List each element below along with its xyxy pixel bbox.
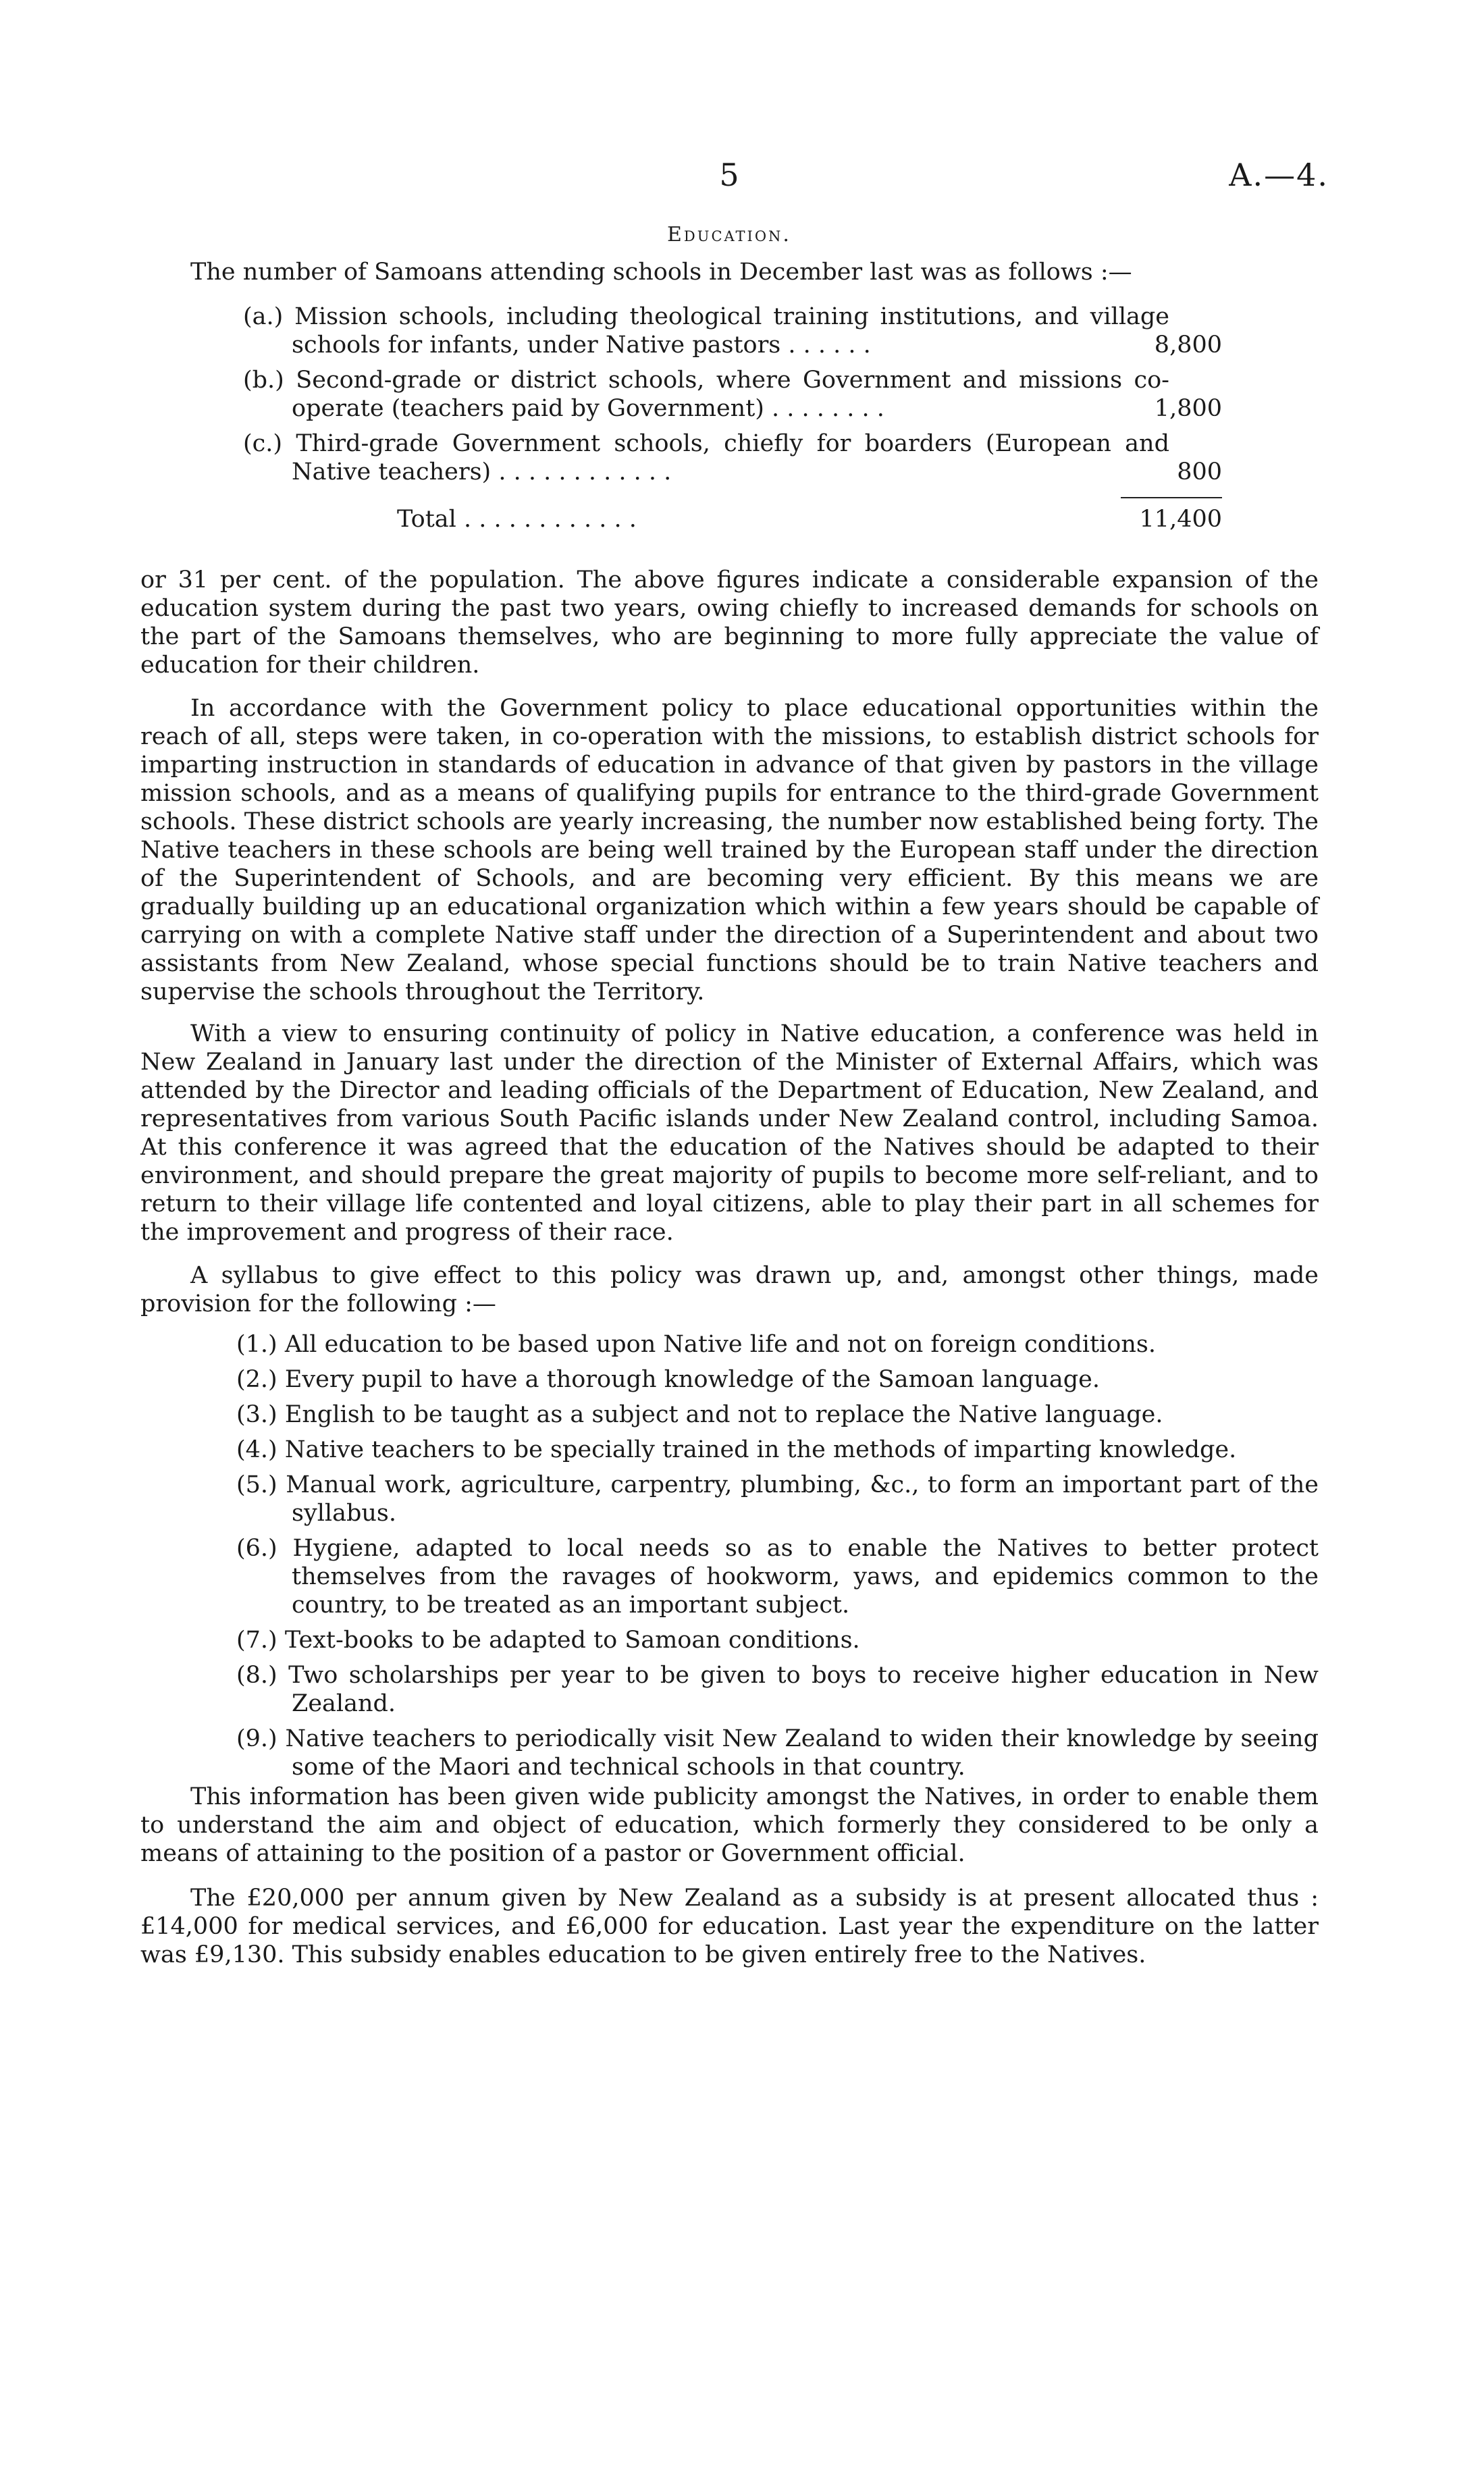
page-number: 5	[719, 157, 739, 193]
total-label: Total . . . . . . . . . . . .	[397, 506, 637, 533]
paragraph-syllabus-intro: A syllabus to give effect to this policy was drawn up, and, amongst other things, made provision for the following :—	[140, 1262, 1319, 1317]
paragraph-population: or 31 per cent. of the population. The above figures indicate a considerable expansion of the education system during the past two years, owing chiefly to increased demands for schools on the part of the Samoans themselves, who are beginning to more fully appreciate the value of education for their children.	[140, 567, 1319, 679]
school-row	[243, 429, 1222, 486]
total-count: 11,400	[1139, 506, 1222, 533]
syllabus-item: (4.) Native teachers to be specially trained in the methods of imparting knowledge.	[236, 1436, 1237, 1463]
schools-table	[243, 303, 1222, 533]
paragraph-publicity: This information has been given wide publicity amongst the Natives, in order to enable them to understand the aim and object of education, which formerly they considered to be only a means of attaining to the position of a pastor or Government official.	[140, 1783, 1319, 1867]
paragraph-subsidy: The £20,000 per annum given by New Zealand as a subsidy is at present allocated thus : £14,000 for medical services, and £6,000 for education. Last year the expenditure on the latter was £9,130. This subsidy enables education to be given entirely free to the Natives.	[140, 1885, 1319, 1968]
syllabus-item: (1.) All education to be based upon Native life and not on foreign conditions.	[236, 1331, 1156, 1358]
syllabus-item: (6.) Hygiene, adapted to local needs so as to enable the Natives to better protect themselves from the ravages of hookworm, yaws, and epidemics common to the country, to be treated as an important subject.	[236, 1535, 1319, 1619]
intro-line: The number of Samoans attending schools in December last was as follows :—	[190, 259, 1132, 286]
document-reference: A.—4.	[1229, 157, 1329, 193]
syllabus-item: (2.) Every pupil to have a thorough knowledge of the Samoan language.	[236, 1366, 1100, 1393]
section-heading: Education.	[667, 223, 791, 246]
syllabus-item: (9.) Native teachers to periodically visit New Zealand to widen their knowledge by seeing some of the Maori and technical schools in that country.	[236, 1725, 1319, 1781]
syllabus-item: (3.) English to be taught as a subject and not to replace the Native language.	[236, 1401, 1163, 1428]
syllabus-item: (7.) Text-books to be adapted to Samoan conditions.	[236, 1627, 860, 1654]
school-label: (a.) Mission schools, including theological training institutions, and village schools for infants, under Native pastors . . . . . .	[243, 303, 1169, 359]
syllabus-item: (5.) Manual work, agriculture, carpentry, plumbing, &c., to form an important part of the syllabus.	[236, 1471, 1319, 1527]
school-count: 1,800	[1154, 395, 1222, 422]
school-count: 8,800	[1154, 332, 1222, 359]
school-row	[243, 366, 1222, 423]
paragraph-district-schools: In accordance with the Government policy to place educational opportunities within the reach of all, steps were taken, in co-operation with the missions, to establish district schools for imparting instruction in standards of education in advance of that given by pastors in the village mission schools, and as a means of qualifying pupils for entrance to the third-grade Government schools. These district schools are yearly increasing, the number now established being forty. The Native teachers in these schools are being well trained by the European staff under the direction of the Superintendent of Schools, and are becoming very efficient. By this means we are gradually building up an educational organization which within a few years should be capable of carrying on with a complete Native staff under the direction of a Superintendent and about two assistants from New Zealand, whose special functions should be to train Native teachers and supervise the schools throughout the Territory.	[140, 695, 1319, 1005]
school-row	[243, 303, 1222, 359]
school-label: (c.) Third-grade Government schools, chiefly for boarders (European and Native teachers) . . . . . . . . . . . .	[243, 430, 1169, 486]
total-rule	[1121, 497, 1222, 498]
syllabus-list	[236, 1330, 1319, 1788]
total-row	[243, 505, 1222, 533]
school-label: (b.) Second-grade or district schools, where Government and missions co-operate (teachers paid by Government) . . . . . . . .	[243, 367, 1169, 422]
school-count: 800	[1177, 459, 1222, 486]
paragraph-conference: With a view to ensuring continuity of policy in Native education, a conference was held in New Zealand in January last under the direction of the Minister of External Affairs, which was attended by the Director and leading officials of the Department of Education, New Zealand, and representatives from various South Pacific islands under New Zealand control, including Samoa. At this conference it was agreed that the education of the Natives should be adapted to their environment, and should prepare the great majority of pupils to become more self-reliant, and to return to their village life contented and loyal citizens, able to play their part in all schemes for the improvement and progress of their race.	[140, 1020, 1319, 1246]
syllabus-item: (8.) Two scholarships per year to be given to boys to receive higher education in New Zealand.	[236, 1662, 1319, 1717]
